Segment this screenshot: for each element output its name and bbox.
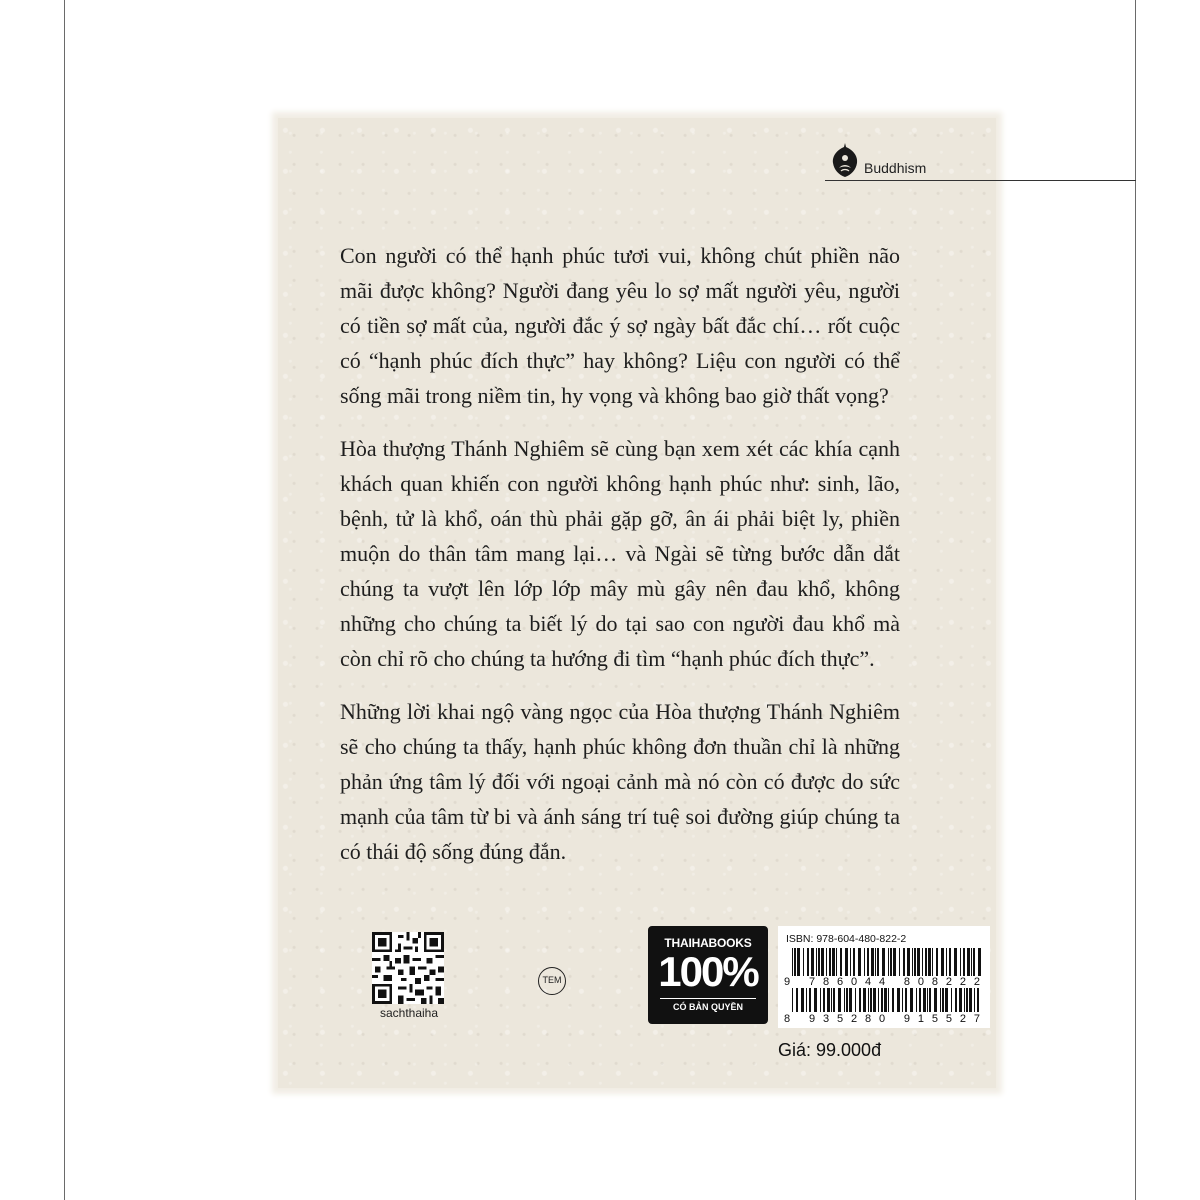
barcode-bottom: [792, 988, 979, 1012]
brand-divider: [825, 180, 1136, 181]
tem-seal: TEM: [538, 967, 566, 995]
qr-label: sachthaiha: [379, 1006, 439, 1020]
barcode-icon: [784, 948, 984, 1024]
stamp-subtitle: CÓ BẢN QUYỀN: [660, 998, 756, 1012]
barcode-number-1: 9 786044 808222: [784, 976, 980, 988]
isbn-block: [778, 926, 990, 1028]
stamp-percent: 100%: [658, 948, 758, 995]
bodhi-leaf-icon: [831, 142, 859, 178]
copyright-stamp: [648, 926, 768, 1024]
stamp-brand: THAIHABOOKS: [664, 936, 752, 950]
brand-label: Buddhism: [864, 160, 927, 176]
blurb-paragraph-3: Những lời khai ngộ vàng ngọc của Hòa thượng Thánh Nghiêm sẽ cho chúng ta thấy, hạnh phúc không đơn thuần chỉ là những phản ứng tâm lý đối với ngoại cảnh mà nó còn có được do sức mạnh của tâm từ bi và ánh sáng trí tuệ soi đường giúp chúng ta có thái độ sống đúng đắn.: [340, 699, 900, 864]
qr-block: [372, 932, 450, 1020]
blurb-paragraph-1: Con người có thể hạnh phúc tươi vui, không chút phiền não mãi được không? Người đang yêu lo sợ mất người yêu, người có tiền sợ mất của, người đắc ý sợ ngày bất đắc chí… rốt cuộc có “hạnh phúc đích thực” hay không? Liệu con người có thể sống mãi trong niềm tin, hy vọng và không bao giờ thất vọng?: [340, 243, 900, 408]
back-cover-blurb: [340, 238, 900, 887]
blurb-paragraph-2: Hòa thượng Thánh Nghiêm sẽ cùng bạn xem xét các khía cạnh khách quan khiến con người không hạnh phúc như: sinh, lão, bệnh, tử là khổ, oán thù phải gặp gỡ, ân ái phải biệt ly, phiền muộn do thân tâm mang lại… và Ngài sẽ từng bước dẫn dắt chúng ta vượt lên lớp lớp mây mù gây nên đau khổ, không những cho chúng ta biết lý do tại sao con người đau khổ mà còn chỉ rõ cho chúng ta hướng đi tìm “hạnh phúc đích thực”.: [340, 436, 900, 671]
barcode-number-2: 8 935280 915527: [784, 1013, 980, 1024]
qr-code-icon: [372, 932, 444, 1004]
isbn-label: ISBN: 978-604-480-822-2: [786, 933, 907, 945]
barcode-top: [792, 948, 981, 976]
price-label: Giá: 99.000đ: [778, 1040, 882, 1060]
